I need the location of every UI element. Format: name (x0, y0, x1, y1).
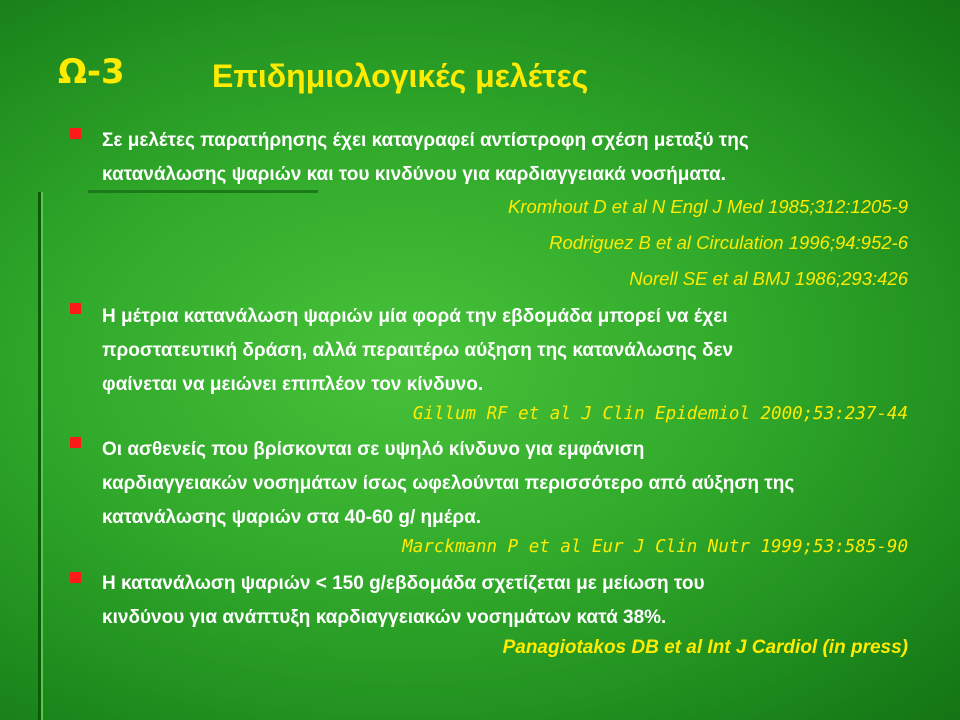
bullet-square-icon (70, 437, 81, 448)
reference-marckmann: Marckmann P et al Eur J Clin Nutr 1999;53:585-90 (402, 537, 908, 557)
bullet-square-icon (70, 572, 81, 583)
reference-panagiotakos: Panagiotakos DB et al Int J Cardiol (in press) (502, 637, 908, 658)
bullet-text-1: Σε μελέτες παρατήρησης έχει καταγραφεί αντίστροφη σχέση μεταξύ της κατανάλωσης ψαριών και του κινδύνου για καρδιαγγειακά νοσήματα. (102, 130, 749, 185)
slide-number: Ω-3 (58, 52, 125, 92)
bullet-text-3: Οι ασθενείς που βρίσκονται σε υψηλό κίνδυνο για εμφάνιση καρδιαγγειακών νοσημάτων ίσως ωφελούνται περισσότερο από αύξηση της κατανάλωσης ψαριών στα 40-60 g/ ημέρα. (102, 439, 795, 528)
bullet-text-2: Η μέτρια κατανάλωση ψαριών μία φορά την εβδομάδα μπορεί να έχει προστατευτική δράση, αλλά περαιτέρω αύξηση της κατανάλωσης δεν φαίνεται να μειώνει επιπλέον τον κίνδυνο. (102, 306, 734, 395)
bullet-text-4: Η κατανάλωση ψαριών < 150 g/εβδομάδα σχετίζεται με μείωση του κινδύνου για ανάπτυξη καρδιαγγειακών νοσημάτων κατά 38%. (102, 573, 705, 628)
reference-rodriguez: Rodriguez B et al Circulation 1996;94:952-6 (549, 232, 908, 253)
reference-gillum: Gillum RF et al J Clin Epidemiol 2000;53:237-44 (412, 404, 908, 424)
bullet-square-icon (70, 303, 81, 314)
reference-kromhout: Kromhout D et al N Engl J Med 1985;312:1205-9 (507, 196, 908, 217)
frame-line-vertical (38, 192, 41, 720)
slide-title: Επιδημιολογικές μελέτες (212, 58, 589, 94)
bullet-square-icon (70, 128, 81, 139)
reference-norell: Norell SE et al BMJ 1986;293:426 (629, 268, 908, 289)
